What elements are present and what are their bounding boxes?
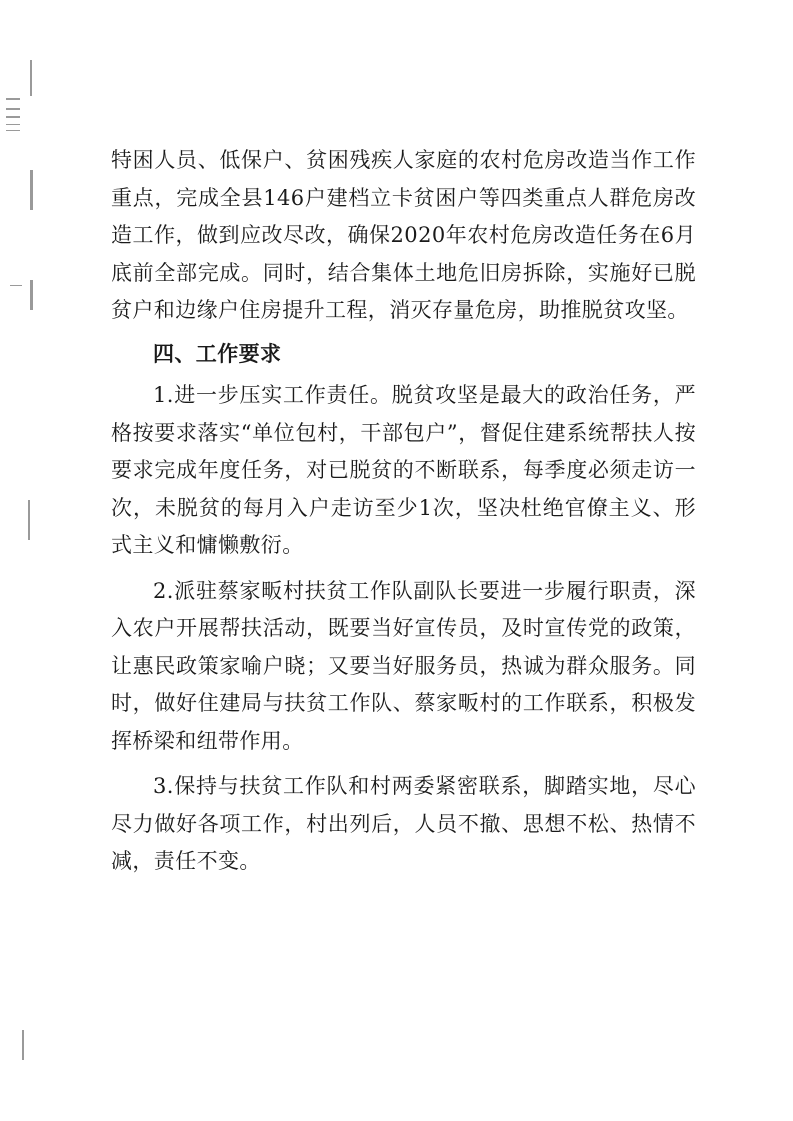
requirement-2: 2.派驻蔡家畈村扶贫工作队副队长要进一步履行职责，深入农户开展帮扶活动，既要当好宣传员，及时宣传党的政策，让惠民政策家喻户晓；又要当好服务员，热诚为群众服务。同时，做好住建局与扶贫工作队、蔡家畈村的工作联系，积极发挥桥梁和纽带作用。 <box>111 578 696 753</box>
requirement-3: 3.保持与扶贫工作队和村两委紧密联系，脚踏实地，尽心尽力做好各项工作，村出列后，人员不撤、思想不松、热情不减，责任不变。 <box>111 774 696 873</box>
paragraph-continuation: 特困人员、低保户、贫困残疾人家庭的农村危房改造当作工作重点，完成全县146户建档立卡贫困户等四类重点人群危房改造工作，做到应改尽改，确保2020年农村危房改造任务在6月底前全部完成。同时，结合集体土地危旧房拆除，实施好已脱贫户和边缘户住房提升工程，消灭存量危房，助推脱贫攻坚。 <box>111 148 696 322</box>
edge-mark <box>22 1030 24 1060</box>
edge-mark <box>30 60 32 96</box>
section-heading: 四、工作要求 <box>153 341 282 366</box>
edge-mark <box>6 98 20 100</box>
scan-edge-marks <box>0 0 40 1121</box>
edge-mark <box>30 280 33 310</box>
requirement-1: 1.进一步压实工作责任。脱贫攻坚是最大的政治任务，严格按要求落实“单位包村，干部包户”，督促住建系统帮扶人按要求完成年度任务，对已脱贫的不断联系，每季度必须走访一次，未脱贫的每月入户走访至少1次，坚决杜绝官僚主义、形式主义和慵懒敷衍。 <box>111 383 696 557</box>
edge-mark <box>6 108 20 110</box>
edge-mark <box>30 170 33 210</box>
edge-mark <box>28 500 30 540</box>
edge-mark <box>6 116 20 118</box>
edge-mark <box>6 130 20 131</box>
edge-mark <box>10 285 22 286</box>
edge-mark <box>6 124 20 125</box>
document-body <box>111 142 696 881</box>
